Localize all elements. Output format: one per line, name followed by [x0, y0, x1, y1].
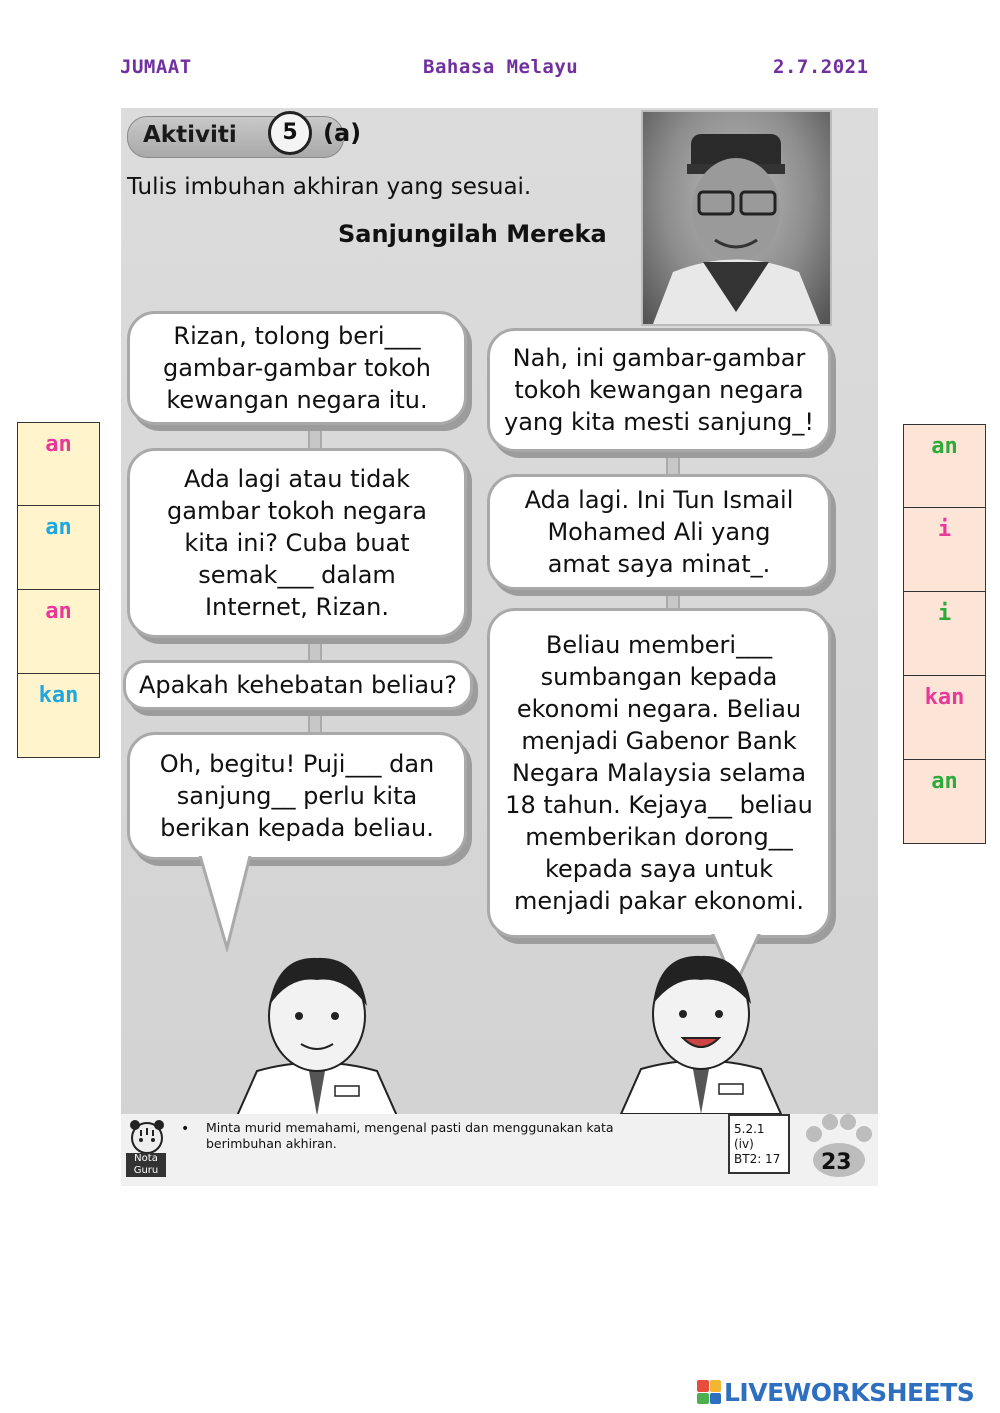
speech-bubble-right-1: Nah, ini gambar-gambar tokoh kewangan negara yang kita mesti sanjung_!: [487, 328, 831, 452]
header-day: JUMAAT: [120, 56, 192, 78]
speech-bubble-left-1: Rizan, tolong beri___ gambar-gambar tokoh kewangan negara itu.: [127, 311, 467, 425]
boy-left-illustration: [217, 946, 417, 1116]
liveworksheets-logo-icon: [697, 1380, 721, 1404]
speech-bubble-left-4: Oh, begitu! Puji___ dan sanjung__ perlu kita berikan kepada beliau.: [127, 732, 467, 860]
teacher-note: Minta murid memahami, mengenal pasti dan menggunakan kata berimbuhan akhiran.: [206, 1120, 614, 1151]
answer-box-right-4[interactable]: kan: [903, 676, 986, 760]
page-number: 23: [821, 1150, 852, 1175]
speech-bubble-right-2: Ada lagi. Ini Tun Ismail Mohamed Ali yang amat saya minat_.: [487, 474, 831, 590]
answer-box-right-3[interactable]: i: [903, 592, 986, 676]
answer-box-right-2[interactable]: i: [903, 508, 986, 592]
nota-guru-label: Nota Guru: [126, 1153, 166, 1177]
answer-box-left-3[interactable]: an: [17, 590, 100, 674]
answer-box-right-1[interactable]: an: [903, 424, 986, 508]
worksheet-scan: [121, 108, 878, 1186]
portrait-figure-icon: [643, 112, 830, 324]
bullet-icon: •: [181, 1121, 190, 1137]
brand-text: LIVEWORKSHEETS: [724, 1377, 975, 1407]
boy-right-illustration: [601, 942, 801, 1114]
answer-box-left-1[interactable]: an: [17, 422, 100, 506]
instruction-text: Tulis imbuhan akhiran yang sesuai.: [127, 174, 532, 200]
tiger-icon: [127, 1118, 167, 1154]
speech-bubble-right-3: Beliau memberi___ sumbangan kepada ekonomi negara. Beliau menjadi Gabenor Bank Negara Malaysia selama 18 tahun. Kejaya__ beliau memberikan dorong__ kepada saya untuk menjadi pakar ekonomi.: [487, 608, 831, 938]
activity-number: 5: [268, 111, 312, 155]
header-date: 2.7.2021: [773, 56, 869, 78]
header-subject: Bahasa Melayu: [423, 56, 579, 78]
speech-bubble-left-3: Apakah kehebatan beliau?: [123, 660, 473, 710]
activity-label: Aktiviti: [143, 122, 237, 148]
right-answer-column: [903, 424, 986, 844]
answer-box-left-2[interactable]: an: [17, 506, 100, 590]
speech-bubble-left-2: Ada lagi atau tidak gambar tokoh negara kita ini? Cuba buat semak___ dalam Internet, Rizan.: [127, 448, 467, 638]
liveworksheets-brand[interactable]: [697, 1378, 974, 1406]
standard-code-box: 5.2.1 (iv) BT2: 17: [728, 1114, 790, 1174]
activity-sub: (a): [323, 119, 362, 147]
worksheet-title: Sanjungilah Mereka: [338, 220, 607, 248]
portrait-photo: [641, 110, 832, 326]
answer-box-right-5[interactable]: an: [903, 760, 986, 844]
left-answer-column: [17, 422, 100, 758]
answer-box-left-4[interactable]: kan: [17, 674, 100, 758]
speech-tail-left: [181, 852, 271, 952]
